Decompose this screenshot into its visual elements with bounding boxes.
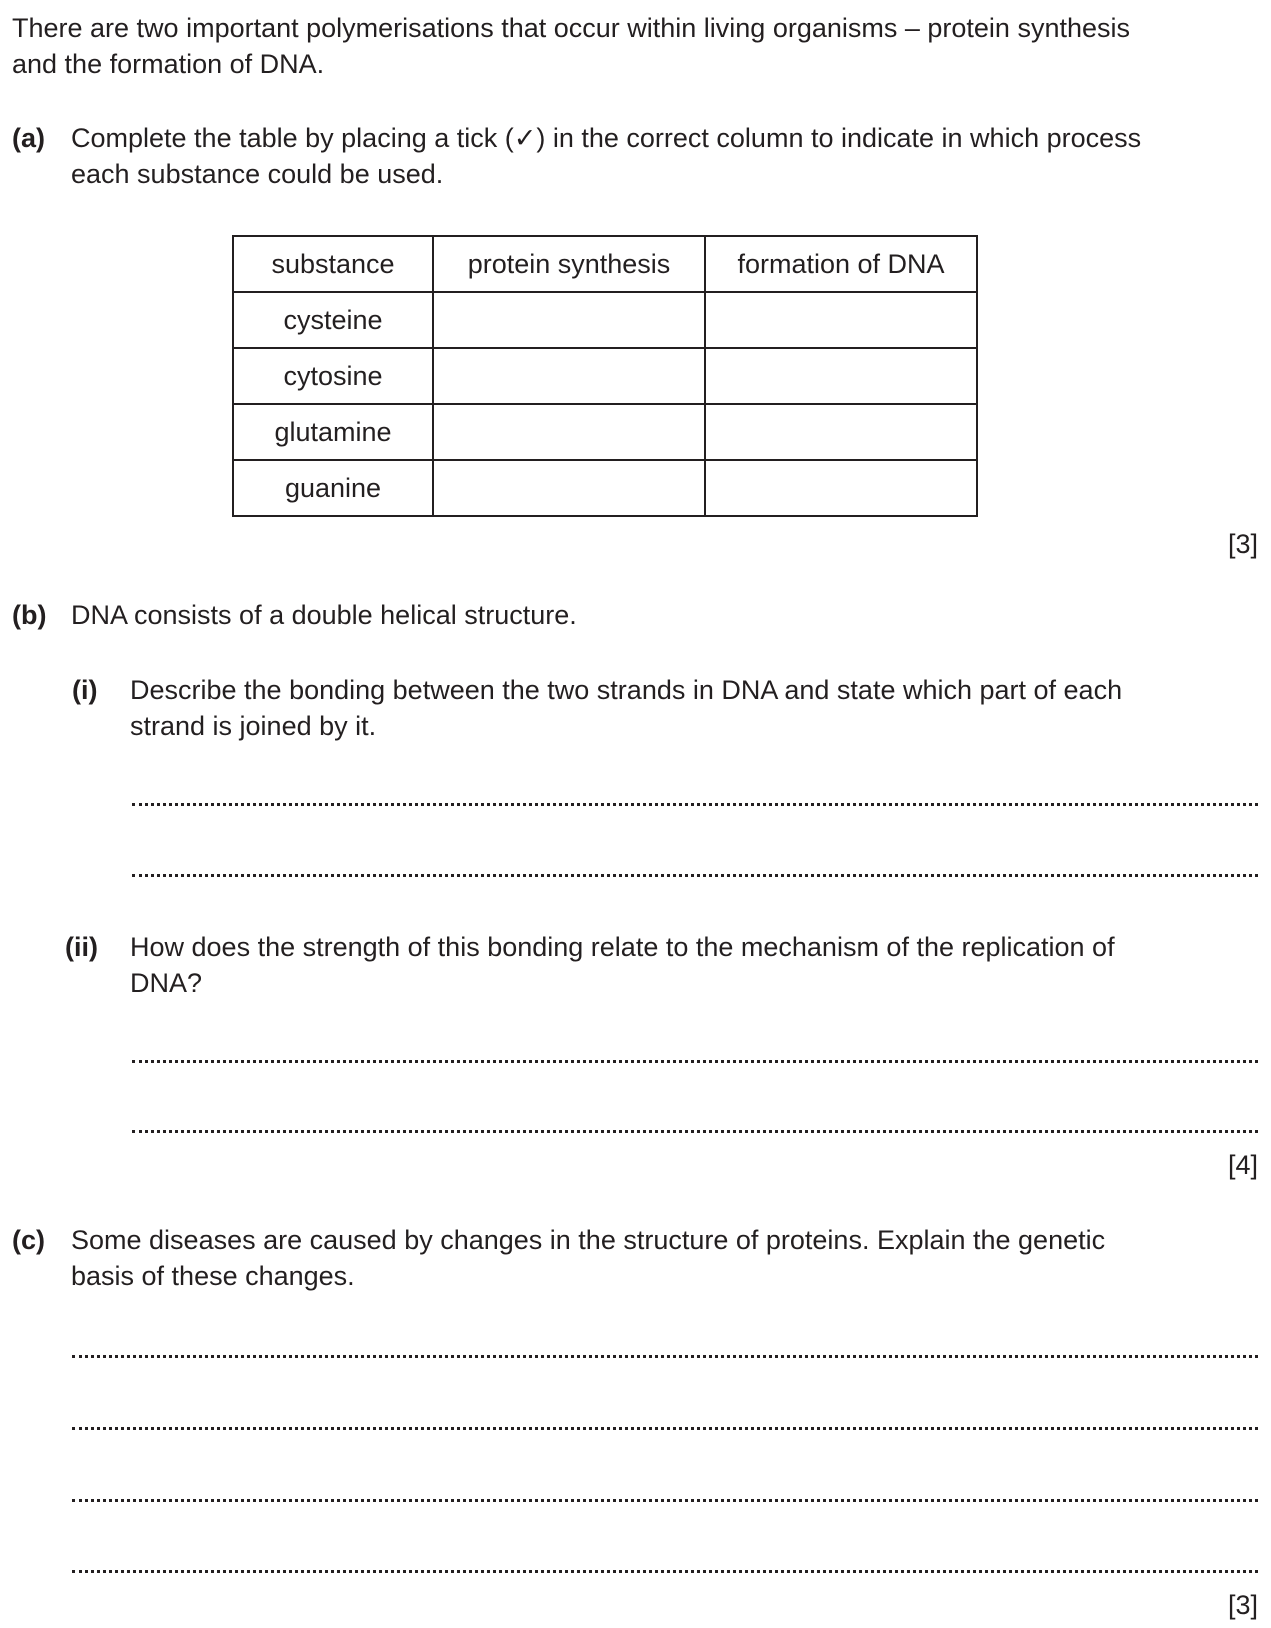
intro-line-1: There are two important polymerisations that occur within living organisms – protein synthesis	[12, 13, 1130, 43]
protein-synthesis-tick-cell[interactable]	[433, 460, 705, 516]
formation-of-dna-tick-cell[interactable]	[705, 348, 977, 404]
table-row	[233, 292, 977, 348]
protein-synthesis-tick-cell[interactable]	[433, 348, 705, 404]
part-b-i-line-1: Describe the bonding between the two strands in DNA and state which part of each	[130, 675, 1123, 705]
protein-synthesis-tick-cell[interactable]	[433, 292, 705, 348]
intro-line-2: and the formation of DNA.	[12, 49, 325, 79]
part-a-line-2: each substance could be used.	[71, 159, 444, 189]
part-c-marks: [3]	[1227, 1590, 1258, 1620]
part-b-ii-line-2: DNA?	[130, 968, 203, 998]
answer-line[interactable]	[72, 1355, 1258, 1358]
table-row	[233, 404, 977, 460]
formation-of-dna-tick-cell[interactable]	[705, 404, 977, 460]
part-b-label: (b)	[12, 600, 47, 630]
header-substance: substance	[233, 236, 433, 292]
part-a-line-1: Complete the table by placing a tick (✓) in the correct column to indicate in which process	[71, 123, 1142, 153]
part-a-marks: [3]	[1227, 529, 1258, 559]
part-b-i-line-2: strand is joined by it.	[130, 711, 377, 741]
table-row	[233, 348, 977, 404]
part-b-i-label: (i)	[72, 675, 98, 705]
table-row	[233, 460, 977, 516]
part-b-ii-line-1: How does the strength of this bonding relate to the mechanism of the replication of	[130, 932, 1115, 962]
substance-cell: glutamine	[233, 404, 433, 460]
answer-line[interactable]	[132, 874, 1258, 877]
header-protein-synthesis: protein synthesis	[433, 236, 705, 292]
substance-cell: cysteine	[233, 292, 433, 348]
answer-line[interactable]	[132, 803, 1258, 806]
part-c-line-2: basis of these changes.	[71, 1261, 355, 1291]
answer-line[interactable]	[132, 1060, 1258, 1063]
part-b-ii-label: (ii)	[65, 932, 98, 962]
substance-cell: guanine	[233, 460, 433, 516]
protein-synthesis-tick-cell[interactable]	[433, 404, 705, 460]
header-formation-of-dna: formation of DNA	[705, 236, 977, 292]
part-a-label: (a)	[12, 123, 45, 153]
answer-line[interactable]	[72, 1570, 1258, 1573]
table-header-row	[233, 236, 977, 292]
formation-of-dna-tick-cell[interactable]	[705, 292, 977, 348]
formation-of-dna-tick-cell[interactable]	[705, 460, 977, 516]
part-b-text: DNA consists of a double helical structure.	[71, 600, 577, 630]
substance-cell: cytosine	[233, 348, 433, 404]
answer-line[interactable]	[72, 1427, 1258, 1430]
part-c-line-1: Some diseases are caused by changes in the structure of proteins. Explain the genetic	[71, 1225, 1106, 1255]
answer-line[interactable]	[132, 1130, 1258, 1133]
answer-line[interactable]	[72, 1499, 1258, 1502]
part-c-label: (c)	[12, 1225, 45, 1255]
part-b-marks: [4]	[1227, 1150, 1258, 1180]
substance-table	[232, 235, 978, 517]
